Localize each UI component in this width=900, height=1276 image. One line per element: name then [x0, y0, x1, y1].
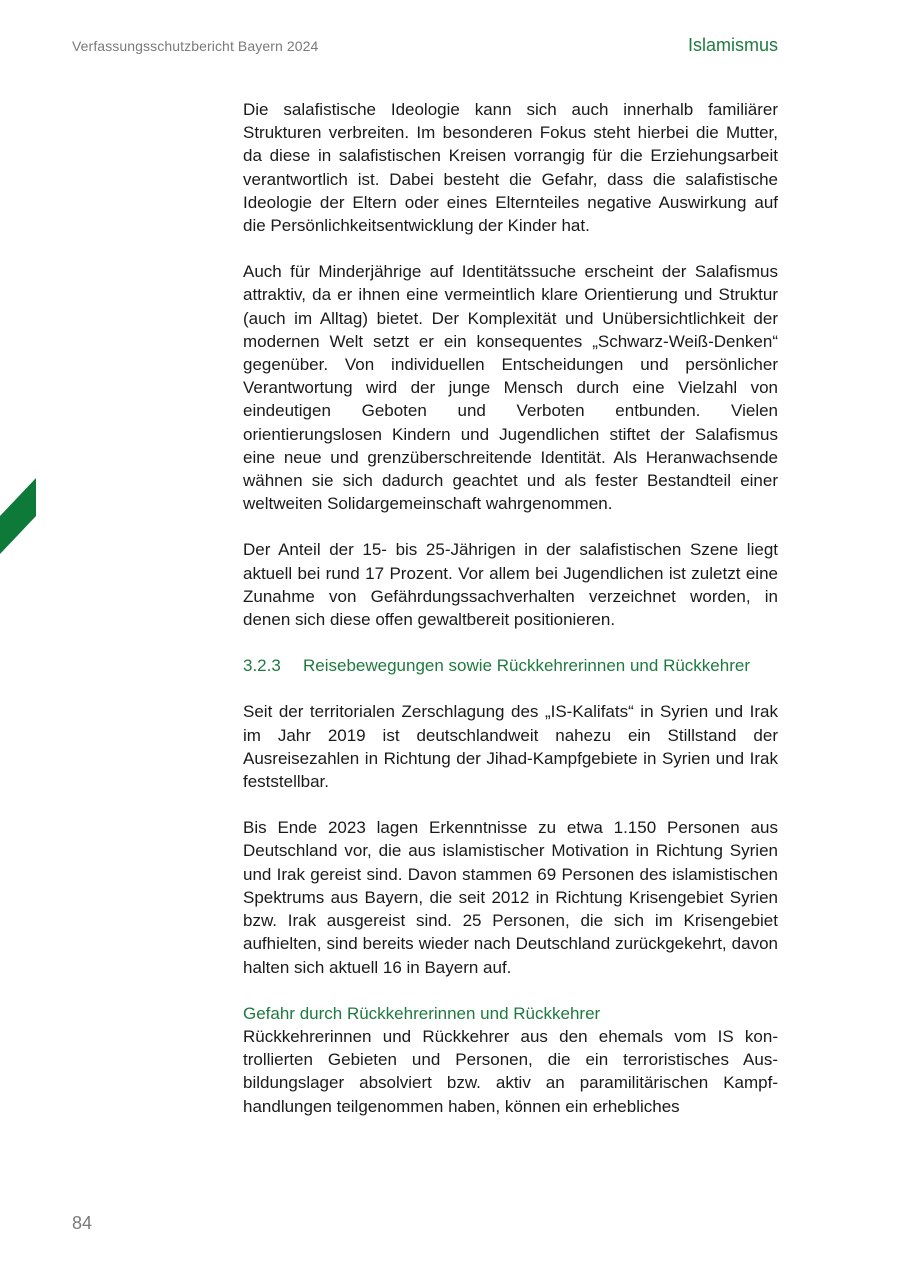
body-paragraph-3: Der Anteil der 15- bis 25-Jährigen in der salafistischen Szene liegt aktuell bei rund 17 Prozent. Vor allem bei Jugendlichen ist zuletzt eine Zunahme von Gefährdungssachverhalten verzeichnet worden, in denen sich diese offen gewaltbereit positionieren.	[243, 540, 778, 630]
page-number: 84	[72, 1213, 93, 1233]
chapter-side-marker-shape	[0, 478, 36, 554]
section-heading	[243, 654, 778, 677]
main-text-column	[243, 98, 778, 1118]
final-paragraph: Rückkehrerinnen und Rückkehrer aus den ehemals vom IS kontrollierten Gebieten und Personen, die ein terroristisches Ausbildungslager absolviert bzw. aktiv an paramilitärischen Kampfhandlungen teilgenommen haben, können ein erhebliches	[243, 1026, 778, 1116]
running-header-chapter: Islamismus	[687, 35, 778, 55]
section-number: 3.2.3	[243, 656, 281, 676]
body-paragraph-2: Auch für Minderjährige auf Identitätssuche erscheint der Salafismus attraktiv, da er ihnen eine vermeintlich klare Orientierung und Struktur (auch im Alltag) bietet. Der Komplexität und Unübersichtlichkeit der modernen Welt setzt er ein konsequentes „Schwarz-Weiß-Denken“ gegenüber. Von individuellen Entscheidungen und persönlicher Verantwortung wird der junge Mensch durch eine Vielzahl von eindeutigen Geboten und Verboten entbunden. Vielen orientierungslosen Kindern und Jugendlichen stiftet der Salafismus eine neue und grenzüberschreitende Identität. Als Heranwachsende wähnen sie sich dadurch geachtet und als fester Bestandteil einer weltweiten Solidargemeinschaft wahrgenommen.	[243, 262, 778, 514]
subheading: Gefahr durch Rückkehrerinnen und Rückkehrer	[243, 1003, 601, 1023]
section-paragraph-2: Bis Ende 2023 lagen Erkenntnisse zu etwa 1.150 Personen aus Deutschland vor, die aus islamistischer Motivation in Richtung Syrien und Irak gereist sind. Davon stammen 69 Personen des islamistischen Spektrums aus Bayern, die seit 2012 in Richtung Krisengebiet Syrien bzw. Irak ausgereist sind. 25 Personen, die sich im Krisengebiet aufhielten, sind bereits wieder nach Deutschland zurückgekehrt, davon halten sich aktuell 16 in Bayern auf.	[243, 818, 778, 977]
section-paragraph-1: Seit der territorialen Zerschlagung des „IS-Kalifats“ in Syrien und Irak im Jahr 2019 ist deutschlandweit nahezu ein Stillstand der Ausreisezahlen in Richtung der Jihad-Kampfgebiete in Syrien und Irak feststellbar.	[243, 702, 778, 792]
chapter-side-marker	[0, 478, 36, 554]
running-header-publication: Verfassungsschutzbericht Bayern 2024	[72, 38, 319, 54]
body-paragraph-1: Die salafistische Ideologie kann sich auch innerhalb familiärer Strukturen verbreiten. Im besonderen Fokus steht hierbei die Mutter, da diese in salafistischen Kreisen vorrangig für die Erziehungsarbeit verantwortlich ist. Dabei besteht die Gefahr, dass die salafistische Ideologie der Eltern oder eines Elternteiles negative Auswirkung auf die Persönlichkeitsentwicklung der Kinder hat.	[243, 100, 778, 236]
section-title: Reisebewegungen sowie Rückkehrerinnen und Rückkehrer	[303, 656, 750, 676]
